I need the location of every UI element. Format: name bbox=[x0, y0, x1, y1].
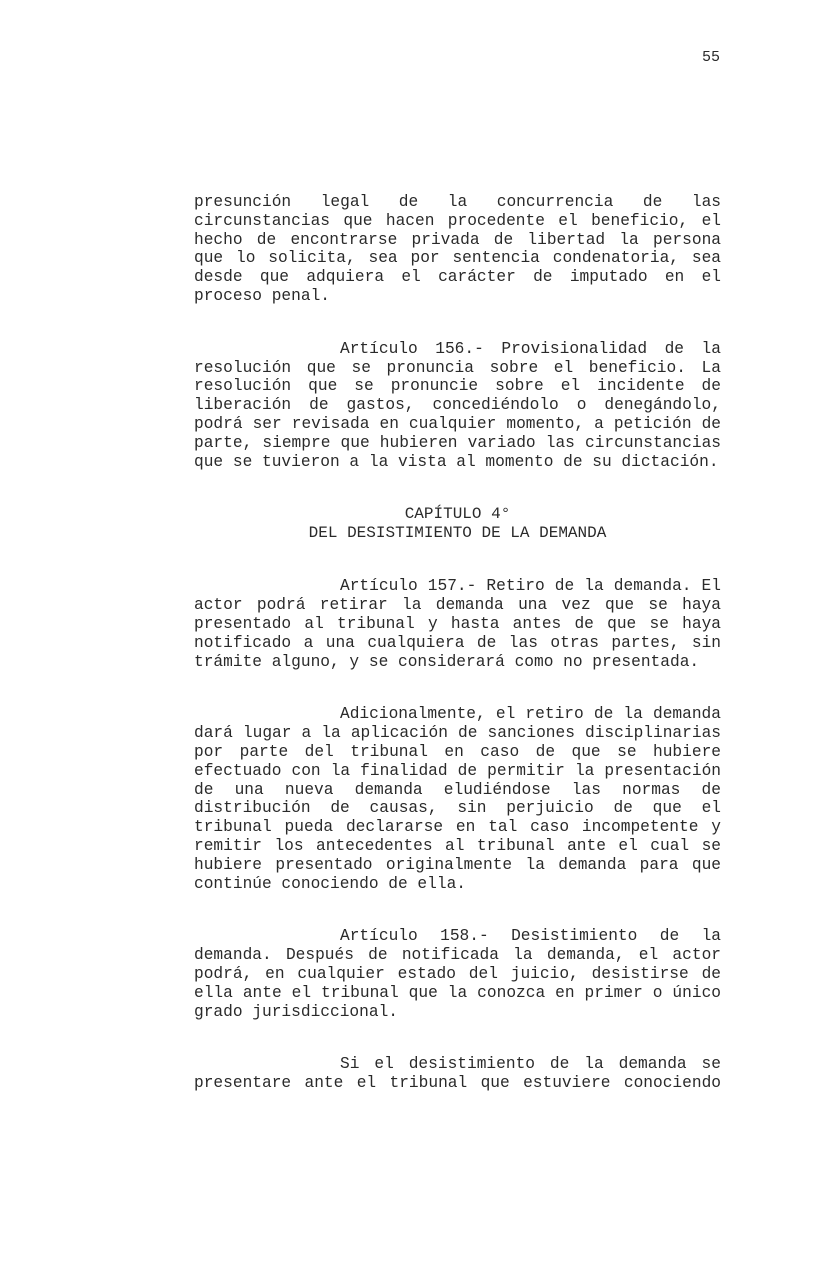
chapter-title: DEL DESISTIMIENTO DE LA DEMANDA bbox=[308, 524, 607, 543]
article-158-paragraph-2: Si el desistimiento de la demanda se presentare ante el tribunal que estuviere conociendo bbox=[194, 1055, 721, 1093]
chapter-heading bbox=[194, 505, 721, 543]
chapter-number: CAPÍTULO 4° bbox=[404, 505, 511, 524]
article-156: Artículo 156.- Provisionalidad de la resolución que se pronuncia sobre el beneficio. La resolución que se pronuncie sobre el incidente de liberación de gastos, concediéndolo o denegándolo, podrá ser revisada en cualquier momento, a petición de parte, siempre que hubieren variado las circunstancias que se tuvieron a la vista al momento de su dictación. bbox=[194, 339, 721, 471]
article-157: Artículo 157.- Retiro de la demanda. El actor podrá retirar la demanda una vez que se haya presentado al tribunal y hasta antes de que se haya notificado a una cualquiera de las otras partes, sin trámite alguno, y se considerará como no presentada. bbox=[194, 577, 721, 671]
document-body bbox=[194, 193, 721, 1093]
article-158: Artículo 158.- Desistimiento de la demanda. Después de notificada la demanda, el actor podrá, en cualquier estado del juicio, desistirse de ella ante el tribunal que la conozca en primer o único grado jurisdiccional. bbox=[194, 927, 721, 1021]
paragraph-continuation: presunción legal de la concurrencia de las circunstancias que hacen procedente el beneficio, el hecho de encontrarse privada de libertad la persona que lo solicita, sea por sentencia condenatoria, sea desde que adquiera el carácter de imputado en el proceso penal. bbox=[194, 193, 721, 305]
article-157-paragraph-2: Adicionalmente, el retiro de la demanda dará lugar a la aplicación de sanciones disciplinarias por parte del tribunal en caso de que se hubiere efectuado con la finalidad de permitir la presentación de una nueva demanda eludiéndose las normas de distribución de causas, sin perjuicio de que el tribunal pueda declararse en tal caso incompetente y remitir los antecedentes al tribunal ante el cual se hubiere presentado originalmente la demanda para que continúe conociendo de ella. bbox=[194, 705, 721, 893]
page-number: 55 bbox=[701, 49, 720, 66]
